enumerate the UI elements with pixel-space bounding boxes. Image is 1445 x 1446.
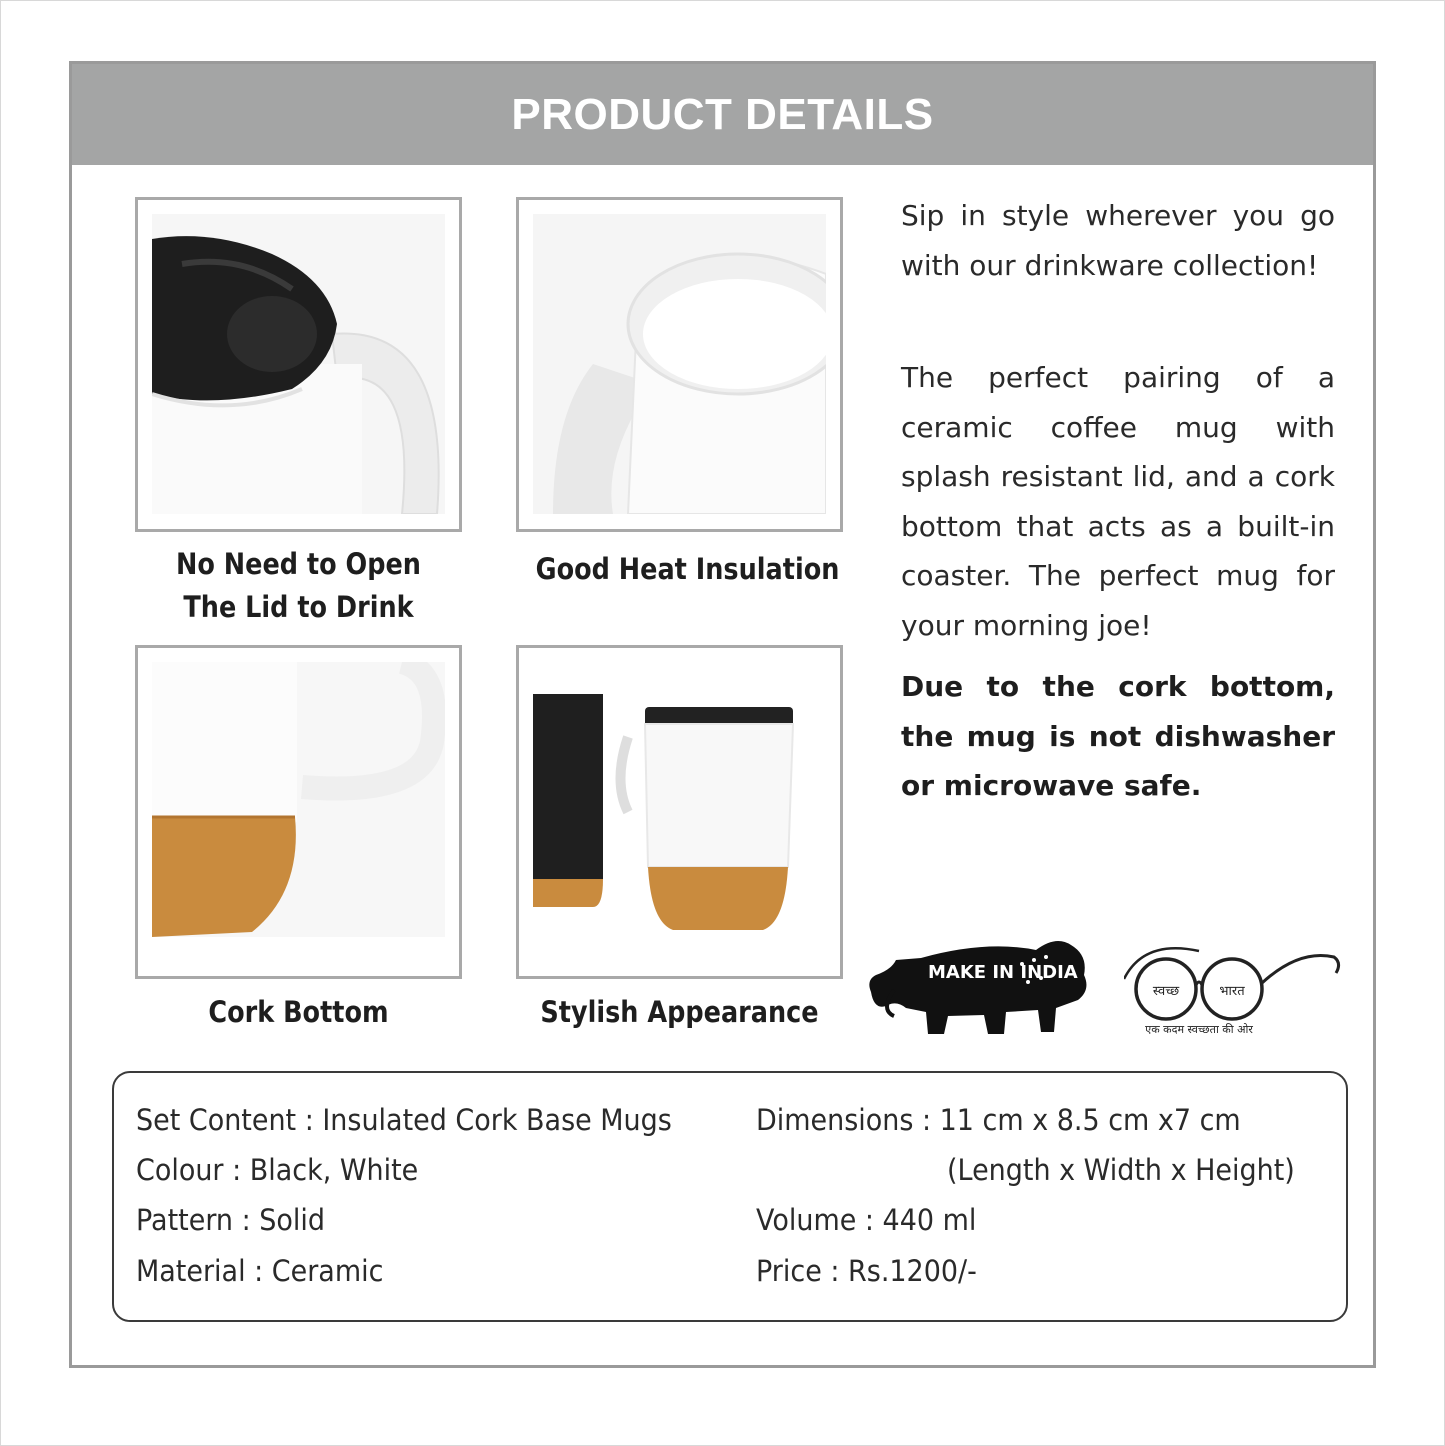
cork-bottom-photo bbox=[135, 645, 462, 979]
description-main: The perfect pairing of a ceramic coffee mug with splash resistant lid, and a cork bottom that acts as a built-in coaster. The perfect mug for your morning joe! bbox=[901, 361, 1335, 642]
caption-heat-insulation bbox=[535, 548, 840, 591]
swachh-text: स्वच्छ bbox=[1152, 984, 1180, 999]
caption-line-1: No Need to Open bbox=[176, 547, 421, 581]
two-mugs-image bbox=[533, 662, 826, 962]
caption-line-2: The Lid to Drink bbox=[183, 590, 414, 624]
caption-cork-bottom bbox=[155, 991, 443, 1034]
caption-no-need-to-open bbox=[155, 543, 443, 629]
spec-colour: Colour : Black, White bbox=[136, 1153, 419, 1187]
spec-price: Price : Rs.1200/- bbox=[756, 1254, 977, 1288]
description-intro: Sip in style wherever you go with our drinkware collection! bbox=[901, 199, 1335, 282]
spec-material: Material : Ceramic bbox=[136, 1254, 384, 1288]
header-bar bbox=[72, 64, 1373, 165]
spec-set-content: Set Content : Insulated Cork Base Mugs bbox=[136, 1103, 672, 1137]
bharat-text: भारत bbox=[1219, 984, 1245, 999]
description-warning: Due to the cork bottom, the mug is not dishwasher or microwave safe. bbox=[901, 670, 1335, 802]
spec-dimensions: Dimensions : 11 cm x 8.5 cm x7 cm bbox=[756, 1103, 1241, 1137]
make-in-india-logo bbox=[866, 930, 1096, 1038]
cork-bottom-image bbox=[152, 662, 445, 962]
stylish-photo bbox=[516, 645, 843, 979]
caption-text: Stylish Appearance bbox=[540, 995, 819, 1029]
mug-lid-image bbox=[152, 214, 445, 514]
lid-photo bbox=[135, 197, 462, 532]
spec-dimensions-note: (Length x Width x Height) bbox=[947, 1153, 1295, 1187]
mug-interior-image bbox=[533, 214, 826, 514]
swachh-tagline: एक कदम स्वच्छता की ओर bbox=[1145, 1023, 1253, 1034]
caption-stylish-appearance bbox=[536, 991, 824, 1034]
product-details-panel bbox=[69, 61, 1376, 1368]
swachh-bharat-logo bbox=[1124, 939, 1342, 1034]
insulation-photo bbox=[516, 197, 843, 532]
spec-volume: Volume : 440 ml bbox=[756, 1203, 977, 1237]
caption-text: Good Heat Insulation bbox=[535, 552, 840, 586]
page-title: PRODUCT DETAILS bbox=[511, 89, 934, 139]
caption-text: Cork Bottom bbox=[208, 995, 389, 1029]
make-in-india-text: MAKE IN INDIA bbox=[928, 962, 1078, 983]
spec-pattern: Pattern : Solid bbox=[136, 1203, 325, 1237]
